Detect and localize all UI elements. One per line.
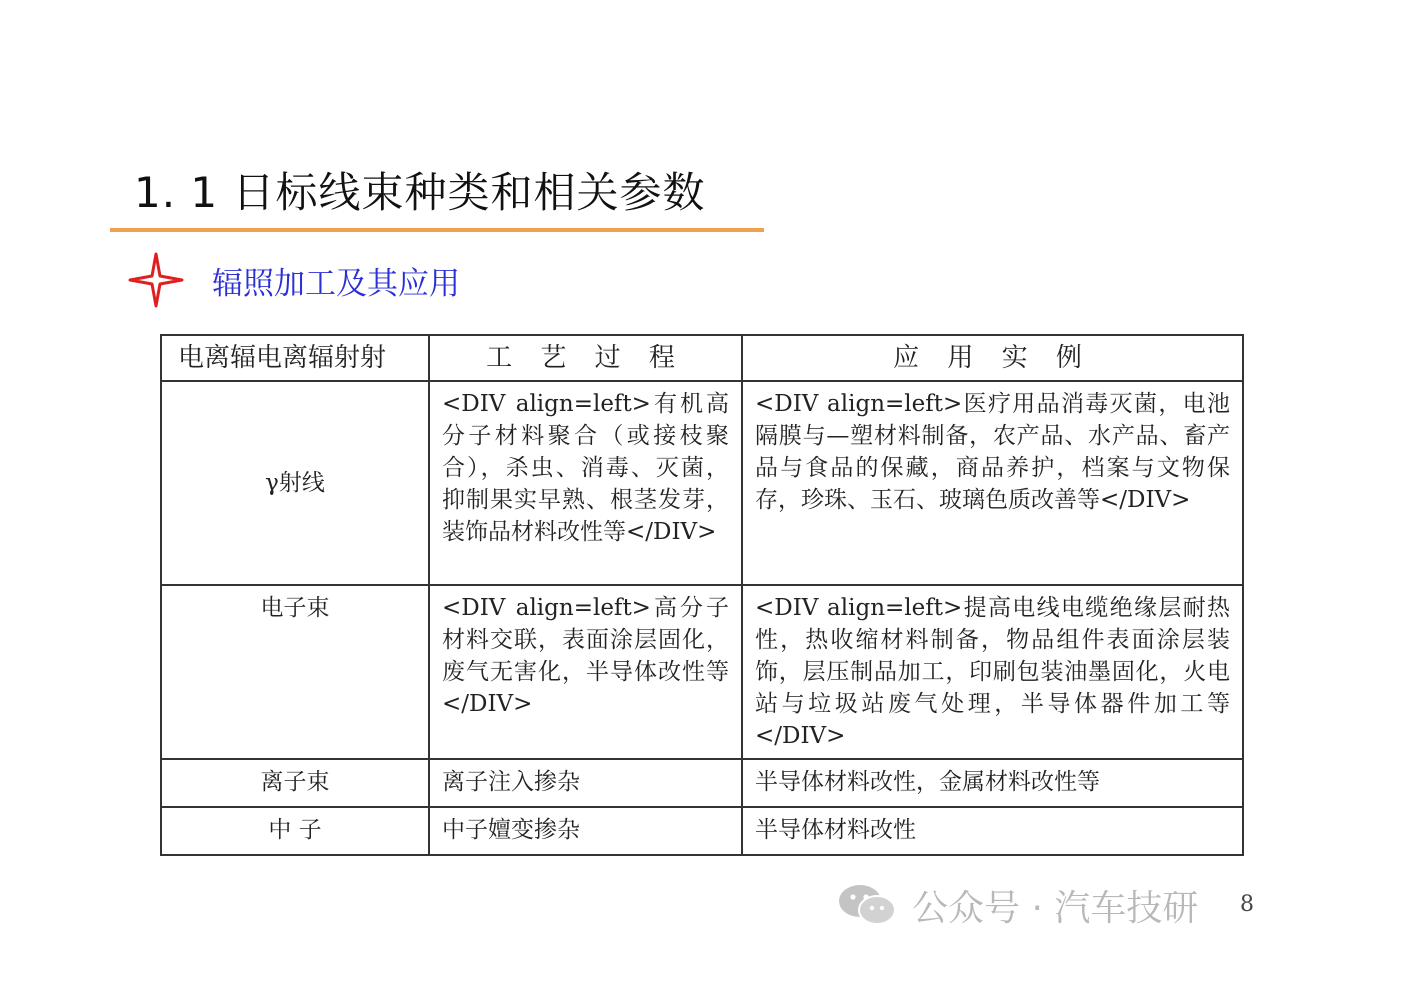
process-cell: 中子嬗变掺杂 [429, 807, 742, 855]
process-cell: <DIV align=left>有机高分子材料聚合（或接枝聚合），杀虫、消毒、灭菌，抑制果实早熟、根茎发芽，装饰品材料改性等</DIV> [429, 381, 742, 585]
section-subtitle: 辐照加工及其应用 [212, 266, 460, 302]
table-row [161, 381, 1243, 585]
application-cell: <DIV align=left>医疗用品消毒灭菌，电池隔膜与—塑材料制备，农产品、水产品、畜产品与食品的保藏，商品养护，档案与文物保存，珍珠、玉石、玻璃色质改善等</DIV> [742, 381, 1243, 585]
radiation-type-cell: 电子束 [161, 585, 429, 759]
header-process: 工 艺 过 程 [429, 335, 742, 381]
table-row [161, 759, 1243, 807]
application-cell: 半导体材料改性，金属材料改性等 [742, 759, 1243, 807]
wechat-icon [836, 882, 898, 928]
process-cell: 离子注入掺杂 [429, 759, 742, 807]
header-application: 应 用 实 例 [742, 335, 1243, 381]
irradiation-table [160, 334, 1244, 856]
application-cell: <DIV align=left>提高电线电缆绝缘层耐热性，热收缩材料制备，物品组件表面涂层装饰，层压制品加工，印刷包装油墨固化，火电站与垃圾站废气处理，半导体器件加工等</DIV> [742, 585, 1243, 759]
radiation-type-cell: 离子束 [161, 759, 429, 807]
watermark [836, 880, 1198, 930]
slide-title: 1. 1 日标线束种类和相关参数 [134, 168, 706, 217]
table-header-row [161, 335, 1243, 381]
table-row [161, 807, 1243, 855]
watermark-text: 公众号 · 汽车技研 [912, 887, 1199, 929]
header-radiation-type: 电离辐电离辐射射 [161, 335, 429, 381]
title-underline [110, 228, 764, 232]
star-bullet-icon [128, 252, 184, 308]
table-row [161, 585, 1243, 759]
radiation-type-cell: γ射线 [161, 381, 429, 585]
radiation-type-cell: 中 子 [161, 807, 429, 855]
page-number: 8 [1240, 892, 1254, 917]
process-cell: <DIV align=left>高分子材料交联，表面涂层固化，废气无害化，半导体改性等</DIV> [429, 585, 742, 759]
application-cell: 半导体材料改性 [742, 807, 1243, 855]
